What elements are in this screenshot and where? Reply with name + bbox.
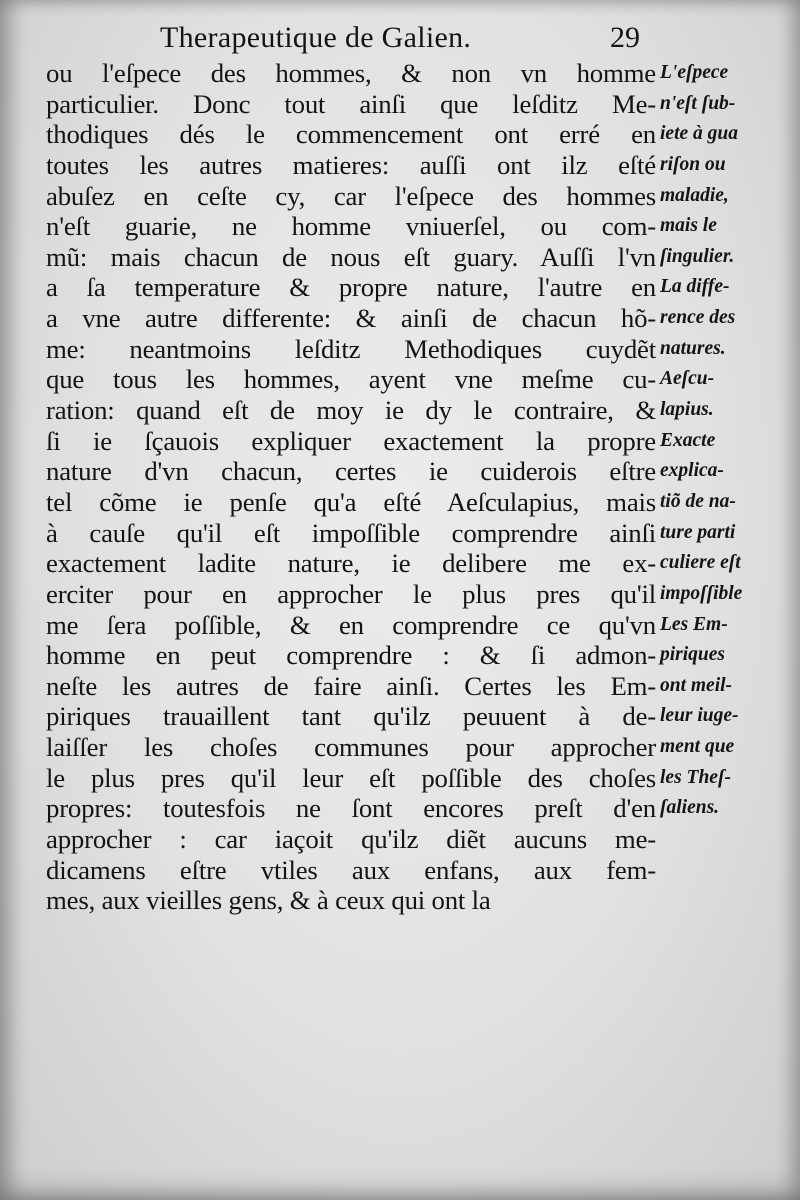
text-line: que tous les hommes, ayent vne meſme cu- bbox=[46, 364, 656, 395]
text-line: ration: quand eſt de moy ie dy le contraire, & bbox=[46, 395, 656, 426]
text-line: mũ: mais chacun de nous eſt guary. Auſſi l'vn bbox=[46, 241, 656, 272]
margin-note-line: Exacte bbox=[660, 429, 716, 451]
margin-note-line: Les Em- bbox=[660, 613, 728, 635]
margin-note-line: ſaliens. bbox=[660, 797, 720, 819]
text-line: toutes les autres matieres: auſſi ont ilz eſté bbox=[46, 149, 656, 180]
margin-note-line: tiõ de na- bbox=[660, 490, 736, 512]
margin-note-line: L'eſpece bbox=[660, 62, 729, 83]
text-line: me: neantmoins leſditz Methodiques cuydẽt bbox=[46, 333, 656, 364]
margin-note-line: natures. bbox=[660, 337, 726, 359]
margin-note-line: piriques bbox=[660, 644, 726, 666]
text-line: ou l'eſpece des hommes, & non vn homme bbox=[46, 58, 656, 88]
text-line: approcher : car iaçoit qu'ilz diẽt aucuns me- bbox=[46, 824, 656, 855]
running-title: Therapeutique de Galien. bbox=[160, 21, 472, 54]
running-head bbox=[0, 18, 800, 58]
margin-note-line: Aeſcu- bbox=[660, 368, 715, 390]
main-text-block bbox=[46, 58, 656, 1078]
text-line: ſi ie ſçauois expliquer exactement la propre bbox=[46, 425, 656, 456]
text-line: erciter pour en approcher le plus pres qu'il bbox=[46, 578, 656, 609]
text-line: me ſera poſſible, & en comprendre ce qu'vn bbox=[46, 609, 656, 640]
text-line: mes, aux vieilles gens, & à ceux qui ont la bbox=[46, 885, 491, 916]
margin-note-line: ture parti bbox=[660, 521, 736, 543]
margin-note-line: les Theſ- bbox=[660, 766, 731, 788]
margin-note-line: mais le bbox=[660, 215, 717, 237]
margin-note-line: ſingulier. bbox=[660, 245, 735, 267]
text-line: nature d'vn chacun, certes ie cuiderois eſtre bbox=[46, 456, 656, 487]
text-line: a ſa temperature & propre nature, l'autre en bbox=[46, 272, 656, 303]
text-line: propres: toutesfois ne ſont encores preſt d'en bbox=[46, 793, 656, 824]
text-line: laiſſer les choſes communes pour approcher bbox=[46, 732, 656, 763]
page-number: 29 bbox=[610, 21, 640, 54]
text-line: exactement ladite nature, ie delibere me ex- bbox=[46, 548, 656, 579]
text-line: le plus pres qu'il leur eſt poſſible des choſes bbox=[46, 762, 656, 793]
margin-note-line: ont meil- bbox=[660, 674, 733, 696]
margin-note-line: culiere eſt bbox=[660, 552, 741, 574]
text-line: neſte les autres de faire ainſi. Certes les Em- bbox=[46, 670, 656, 701]
margin-note-line: ment que bbox=[660, 736, 735, 758]
text-line: particulier. Donc tout ainſi que leſditz Me- bbox=[46, 88, 656, 119]
margin-note-line: n'eſt ſub- bbox=[660, 92, 736, 114]
text-line: tel cõme ie penſe qu'a eſté Aeſculapius, mais bbox=[46, 486, 656, 517]
text-line: n'eſt guarie, ne homme vniuerſel, ou com- bbox=[46, 211, 656, 242]
margin-note-line: explica- bbox=[660, 460, 724, 482]
margin-notes bbox=[660, 58, 784, 958]
margin-note-line: lapius. bbox=[660, 399, 714, 421]
margin-note-line: leur iuge- bbox=[660, 705, 739, 727]
margin-note-line: maladie, bbox=[660, 184, 729, 206]
text-line: piriques trauaillent tant qu'ilz peuuent à de- bbox=[46, 701, 656, 732]
text-line: dicamens eſtre vtiles aux enfans, aux fem- bbox=[46, 854, 656, 885]
margin-note-line: riſon ou bbox=[660, 153, 726, 175]
text-line: à cauſe qu'il eſt impoſſible comprendre ainſi bbox=[46, 517, 656, 548]
margin-note-line: rence des bbox=[660, 307, 736, 329]
margin-note-line: iete à gua bbox=[660, 123, 738, 145]
text-line: homme en peut comprendre : & ſi admon- bbox=[46, 640, 656, 671]
text-line: thodiques dés le commencement ont erré en bbox=[46, 119, 656, 150]
margin-note-line: impoſſible bbox=[660, 582, 743, 604]
text-line: a vne autre differente: & ainſi de chacun hõ- bbox=[46, 303, 656, 334]
margin-note-line: La diffe- bbox=[660, 276, 730, 298]
text-line: abuſez en ceſte cy, car l'eſpece des hommes bbox=[46, 180, 656, 211]
